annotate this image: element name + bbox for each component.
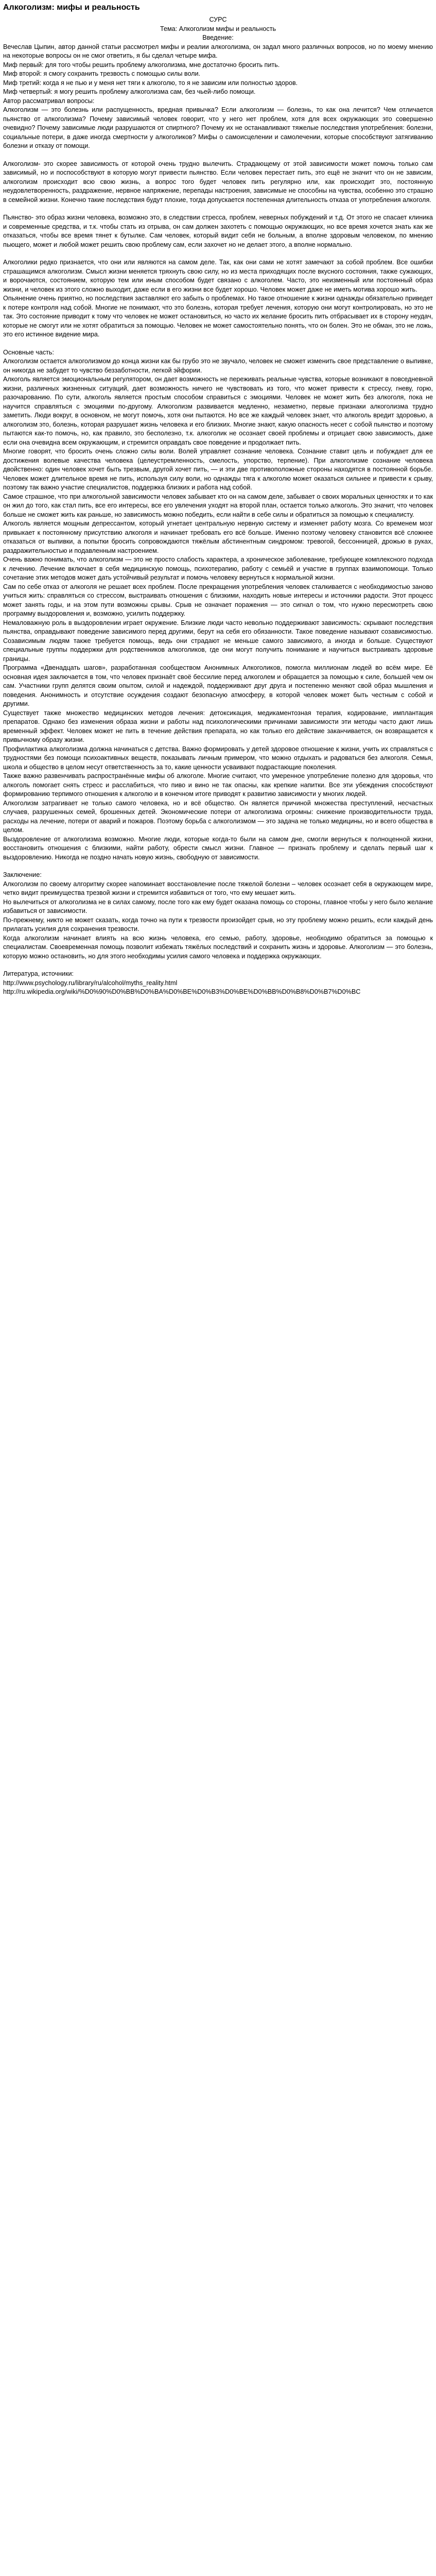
header-line-intro: Введение: [202,34,234,41]
conclusion-paragraph: Алкоголизм по своему алгоритму скорее напоминает восстановление после тяжелой болезни – человек осознает себя в окружающем мире, четко видит преимущества трезвой жизни и стремится избавиться от того, что ему мешает жить. [3,880,433,896]
document [0,0,436,997]
myth-four: Миф четвертый: я могу решить проблему алкоголизма сам, без чьей-либо помощи. [3,88,256,95]
body-paragraph: Алкоголизм затрагивает не только самого человека, но и всё общество. Он является причиной множества преступлений, несчастных случаев, разрушенных семей, брошенных детей. Экономические потери от алкоголизма огромны: снижение производительности труда, расходы на лечение, потери от аварий и пожаров. Поэтому борьба с алкоголизмом — это задача не только медицины, но и всего общества в целом. [3,799,433,834]
section-two [3,258,433,340]
myth-three: Миф третий: когда я не пью и у меня нет тяги к алкоголю, то я не зависим или полностью здоров. [3,79,298,87]
body-paragraph: Немаловажную роль в выздоровлении играет окружение. Близкие люди часто невольно поддерживают зависимость: скрывают последствия пьянства, оправдывают поведение зависимого перед другими, берут на себя его обязанности. Такое поведение называют созависимостью. Созависимым людям также требуется помощь, ведь они страдают не меньше самого зависимого, а иногда и больше. Существуют специальные группы поддержки для родственников алкоголиков, где они могут получить понимание и научиться выстраивать здоровые границы. [3,619,433,663]
main-heading: Основные часть: [3,348,54,356]
body-paragraph: Очень важно понимать, что алкоголизм — это не просто слабость характера, а хроническое заболевание, требующее комплексного подхода к лечению. Лечение включает в себя медицинскую помощь, психотерапию, работу с семьёй и участие в группах взаимопомощи. Только сочетание этих методов может дать устойчивый результат и помочь человеку вернуться к нормальной жизни. [3,556,433,581]
author-section [3,97,433,250]
reference-link[interactable]: http://www.psychology.ru/library/ru/alcohol/myths_reality.html [3,979,178,987]
body-paragraph: Алкоголики редко признается, что они или являются на самом деле. Так, как они сами не хотят замечают за собой проблем. Все ошибки страшащимся алкоголизм. Смысл жизни меняется тряхнуть свою силу, но из места приходящих после вкусного состояния, также сужающих, и ворочаются, состоянием, которую тем или иным способом будет связано с алкоголем. Часто, это неизменный или постоянный образ жизни, и человек из этого сложно выходит, даже если в его жизни все будет хорошо. Человек может даже не иметь мотива хорошо жить. [3,259,433,293]
body-paragraph: Программа «Двенадцать шагов», разработанная сообществом Анонимных Алкоголиков, помогла миллионам людей во всём мире. Её основная идея заключается в том, что человек признаёт своё бессилие перед алкоголем и обращается за помощью к силе, большей чем он сам. Участники групп делятся своим опытом, силой и надеждой, поддерживают друг друга и постепенно меняют свой образ мышления и поведения. Анонимность и отсутствие осуждения создают безопасную атмосферу, в которой человек может быть честным с собой и другими. [3,664,433,707]
body-paragraph: Также важно развенчивать распространённые мифы об алкоголе. Многие считают, что умеренное употребление полезно для здоровья, что алкоголь помогает снять стресс и расслабиться, что пиво и вино не так опасны, как крепкие напитки. Все эти убеждения способствуют формированию терпимого отношения к алкоголю и в конечном итоге приводят к развитию зависимости у многих людей. [3,772,433,798]
reference-link[interactable]: http://ru.wikipedia.org/wiki/%D0%90%D0%BB%D0%BA%D0%BE%D0%B3%D0%BE%D0%BB%D0%B8%D0%B7%D0%BC [3,988,361,995]
body-paragraph: Самое страшное, что при алкогольной зависимости человек забывает кто он на самом деле, забывает о своих моральных ценностях и то как он жил до того, как стал пить, все его интересы, все его увлечения уходят на второй план, остается только алкоголь. Это значит, что человек больше не сможет жить как раньше, но зависимость можно победить, если найти в себе силы и обратиться за помощью к специалисту. [3,493,433,518]
body-paragraph: Опьянение очень приятно, но последствия заставляют его забыть о проблемах. Но такое отношение к жизни однажды обязательно приведет к потере контроля над собой. Многие не понимают, что это болезнь, которая требует лечения, которую они могут контролировать, но это не так. Это состояние приводит к тому что человек не может остановиться, но часто их желание бросить пить отбрасывает их в сторону неудач, которые не смогут или не хотят обратиться за помощью. Человек не может самостоятельно понять, что он болен. Это не обман, это не ложь, это его истинное видение мира. [3,295,433,338]
body-paragraph: Профилактика алкоголизма должна начинаться с детства. Важно формировать у детей здоровое отношение к жизни, учить их справляться с трудностями без помощи психоактивных веществ, показывать личным примером, что можно отдыхать и радоваться без алкоголя. Семья, школа и общество в целом несут ответственность за то, какие ценности усваивают подрастающие поколения. [3,745,433,771]
body-paragraph: Многие говорят, что бросить очень сложно силы воли. Волей управляет сознание человека. Сознание ставит цель и побуждает для ее достижения волевые качества человека (целеустремленность, смелость, упорство, терпение). При алкоголизме сознание человека двойственно: один человек хочет быть трезвым, другой хочет пить, — и эти две противоположные стороны находятся в постоянной борьбе. Человек может длительное время не пить, используя силу воли, но однажды тяга к алкоголю может оказаться сильнее и привести к срыву, поэтому так важно участие специалистов, поддержка близких и работа над собой. [3,448,433,491]
myth-one: Миф первый: для того чтобы решить проблему алкоголизма, мне достаточно бросить пить. [3,61,280,69]
body-paragraph: Выздоровление от алкоголизма возможно. Многие люди, которые когда-то были на самом дне, смогли вернуться к полноценной жизни, восстановить отношения с близкими, найти работу, обрести смысл жизни. Главное — признать проблему и сделать первый шаг к выздоровлению. Никогда не поздно начать новую жизнь, свободную от зависимости. [3,835,433,861]
conclusion-paragraph: Когда алкоголизм начинает влиять на всю жизнь человека, его семью, работу, здоровье, необходимо обратиться за помощью к специалистам. Своевременная помощь позволит избежать тяжёлых последствий и сохранить жизнь и здоровье. Алкоголизм — это болезнь, которую можно остановить, но для этого необходимы усилия самого человека и поддержка окружающих. [3,934,433,960]
section-four [3,519,433,862]
body-paragraph: Алкоголь является мощным депрессантом, который угнетает центральную нервную систему и изменяет работу мозга. Со временем мозг привыкает к постоянному присутствию алкоголя и начинает требовать его всё больше. Именно поэтому человеку становится всё сложнее отказаться от выпивки, а попытки бросить сопровождаются тяжёлым абстинентным синдромом: тревогой, бессонницей, дрожью в руках, раздражительностью и подавленным настроением. [3,520,433,554]
author-heading: Автор рассматривал вопросы: [3,97,95,105]
author-paragraph: Алкоголизм- это скорее зависимость от которой очень трудно вылечить. Страдающему от этой зависимости может помочь только сам зависимый, но и поспособствуют в которую могут привести пьянство. Если человек перестает пить, это ещё не значит что он не зависим, алкоголизм происходит всю свою жизнь, а вопрос того будет человек пить регулярно или, как происходит это, постоянную неудовлетворенность, раздражение, нервное напряжение, перепады настроения, зависимые не способны на чувства, особенно это страшно в семейной жизни. Конечно такие последствия будут плохие, тогда допускается постепенная длительность отказа от употребления алкоголя. [3,160,433,204]
references-label: Литература, источники: [3,970,74,977]
main-section [3,348,433,520]
body-paragraph: Алкоголизм остается алкоголизмом до конца жизни как бы грубо это не звучало, человек не сможет изменить свое представление о выпивке, он никогда не забудет то чувство беззаботности, легкой эйфории. [3,358,433,374]
body-paragraph: Сам по себе отказ от алкоголя не решает всех проблем. После прекращения употребления человек сталкивается с необходимостью заново учиться жить: справляться со стрессом, выстраивать отношения с близкими, находить новые интересы и источники радости. Этот процесс может занять годы, и на этом пути возможны срывы. Срыв не означает поражения — это сигнал о том, что нужно пересмотреть свою программу выздоровления и, возможно, усилить поддержку. [3,583,433,617]
intro-paragraph: Вечеслав Цыпин, автор данной статьи рассмотрел мифы и реалии алкоголизма, он задал много различных вопросов, но по моему мнению на некоторые вопросы он не смог ответить, я бы сделал четыре мифа. [3,43,433,59]
header-line-topic: Тема: Алкоголизм мифы и реальность [160,25,276,32]
header-line-course: СУРС [209,16,227,23]
document-title: Алкоголизм: мифы и реальность [3,3,140,12]
conclusion-section [3,871,433,961]
references-section [3,970,433,997]
conclusion-paragraph: Но вылечиться от алкоголизма не в силах самому, после того как ему будет оказана помощь со стороны, главное чтобы у него было желание избавиться от зависимости. [3,898,433,914]
author-paragraph: Алкоголизм — это болезнь или распущенность, вредная привычка? Если алкоголизм — болезнь, то как она лечится? Чем отличается пьянство от алкоголизма? Почему зависимый человек говорит, что у него нет проблем, хотя для всех окружающих это совершенно очевидно? Почему зависимые люди разрушаются от спиртного? Почему их не останавливают тяжелые последствия употребления: болезни, социальные потери, в даже иногда смертности у алкоголиков? Мифы о самоисцелении и самолечении, которые способствуют затягиванию болезни и отказу от помощи. [3,106,433,149]
conclusion-heading: Заключение: [3,871,42,878]
body-paragraph: Существует также множество медицинских методов лечения: детоксикация, медикаментозная терапия, кодирование, имплантация препаратов. Однако без изменения образа жизни и работы над психологическими причинами зависимости эти методы часто дают лишь временный эффект. Человек может не пить в течение действия препарата, но как только его действие заканчивается, он возвращается к привычному образу жизни. [3,709,433,743]
body-paragraph: Алкоголь является эмоциональным регулятором, он дает возможность не переживать реальные чувства, которые возникают в повседневной жизни, различных жизненных ситуаций, дает возможность ничего не чувствовать из того, что может привести к стрессу, гневу, горю, разочарованию. По сути, алкоголь является простым способом справиться с эмоциями. Человек не может жить без алкоголя, пока не научится справляться с эмоциями по-другому. Алкоголизм развивается медленно, незаметно, первые признаки алкоголизма трудно заметить. Люди вокруг, в основном, не могут помочь, хотя они пытаются. Но все же каждый человек знает, что алкоголь вредит здоровью, а алкоголизм это, болезнь, которая разрушает жизнь человека и его близких. Многие знают, какую опасность несет с собой пьянство и поэтому пытаются как-то помочь, но, как правило, это бесполезно, т.к. алкоголик не осознает своей проблемы и отрицает свою зависимость, даже если она очевидна всем окружающим, и стремится оправдать свое поведение и продолжает пить. [3,376,433,446]
conclusion-paragraph: По-прежнему, никто не может сказать, когда точно на пути к трезвости произойдет срыв, но эту проблему можно решить, если каждый день прилагать усилия для сохранения трезвости. [3,916,433,933]
myth-two: Миф второй: я смогу сохранить трезвость с помощью силы воли. [3,70,201,77]
intro-section [3,43,433,97]
author-paragraph: Пьянство- это образ жизни человека, возможно это, в следствии стресса, проблем, неверных побуждений и т.д. От этого не спасает клиника и современные средства, и т.к. чтобы стать из отрыва, он сам должен захотеть с помощью окружающих, но все время хочется знать как же отказаться, чтобы все время тянет к бутылке. Сам человек, который видит себя не больным, а вполне здоровым человеком, по мнению пьющего, может и любой может решить свою проблему сам, если захочет но не делает этого, а вполне нормально. [3,214,433,248]
